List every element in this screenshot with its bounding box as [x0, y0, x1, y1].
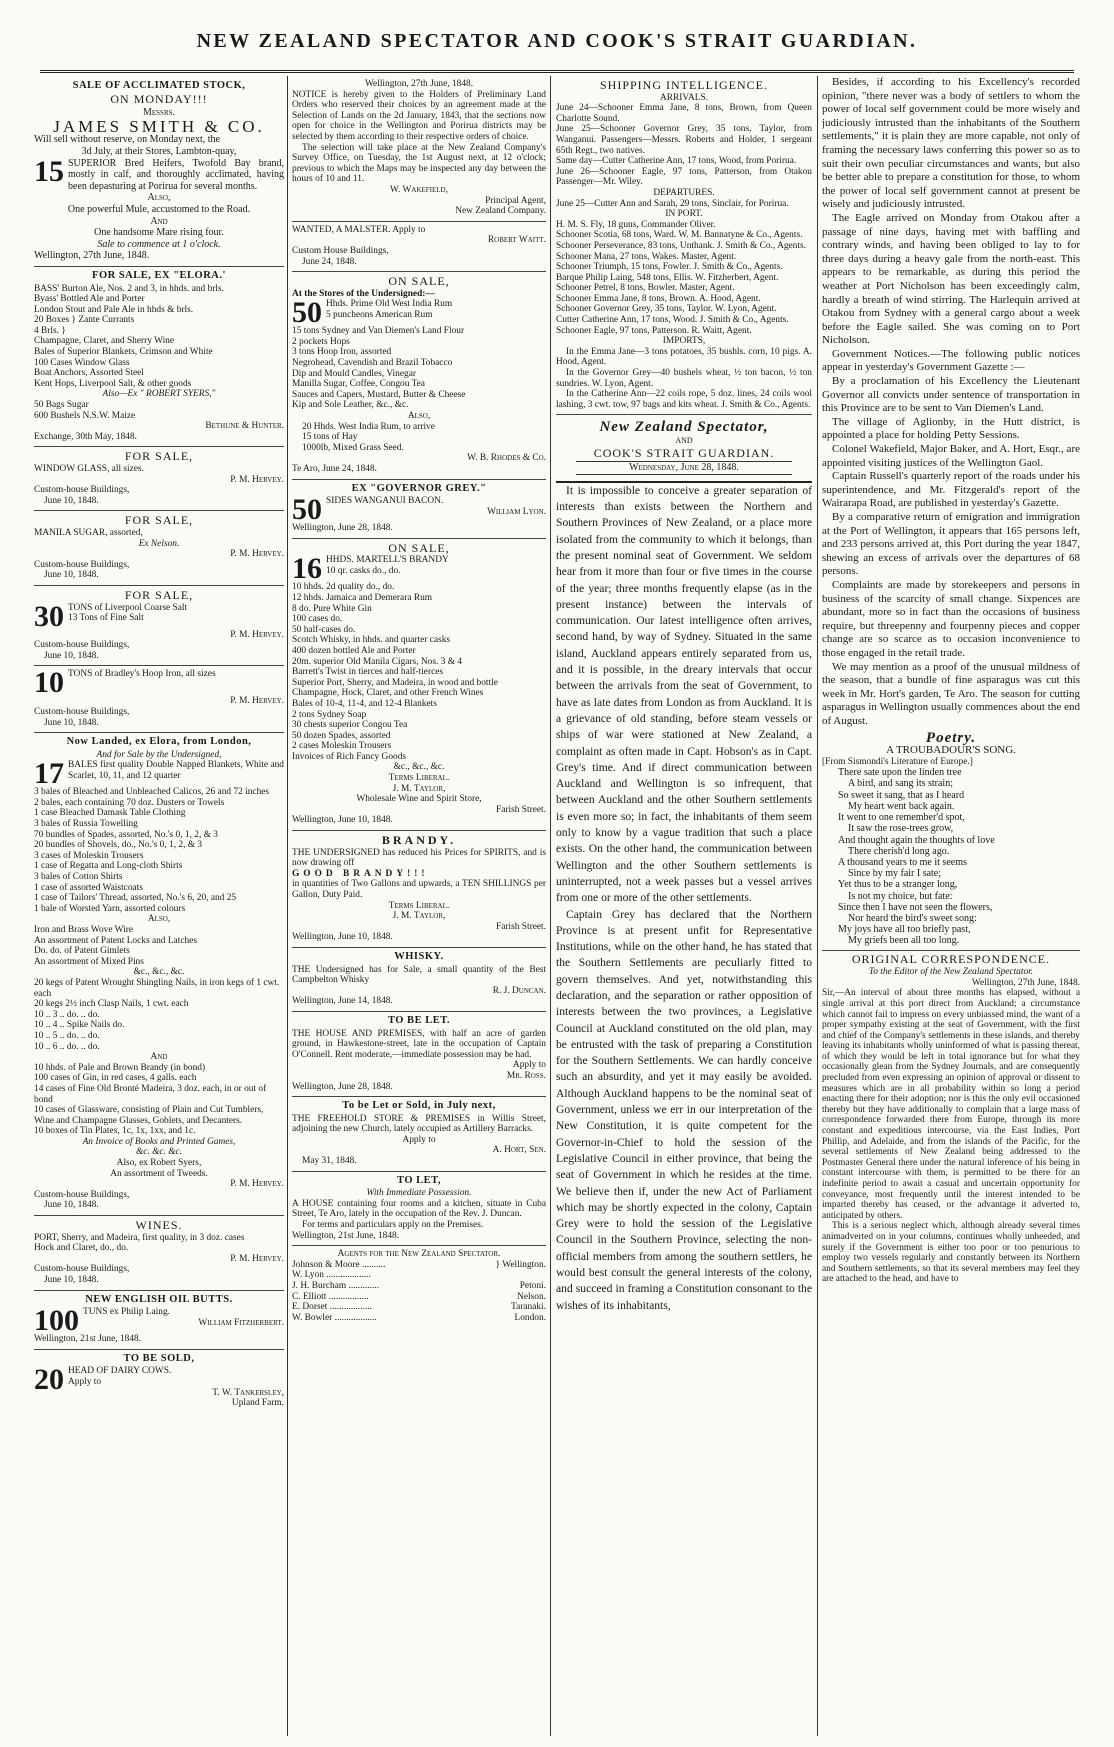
column-rule: [287, 76, 288, 1736]
advert-window-glass: FOR SALE, WINDOW GLASS, all sizes. P. M. Hervey. Custom-house Buildings, June 10, 1848.: [34, 447, 284, 511]
shipping-intelligence: SHIPPING INTELLIGENCE. ARRIVALS. June 24—Schooner Emma Jane, 8 tons, Brown, from Queen Charlotte Sound. June 25—Schooner Governor Grey, 35 tons, Taylor, from Wanganui. Passengers—Messrs. Roberts and Holder, 1 sergeant 65th Regt., two natives. Same day—Cutter Catherine Ann, 17 tons, Wood, from Porirua. June 26—Schooner Eagle, 97 tons, Patterson, from Otakou Passenger—Mr. Wiley. DEPARTURES. June 25—Cutter Ann and Sarah, 29 tons, Sinclair, for Porirua. IN PORT. H. M. S. Fly, 18 guns, Commander Oliver. Schooner Scotia, 68 tons, Ward. W. M. Bannatyne & Co., Agents. Schooner Perseverance, 83 tons, Unthank. J. Smith & Co., Agents. Schooner Mana, 27 tons, Wakes. Master, Agent. Schooner Triumph, 15 tons, Fowler. J. Smith & Co., Agents. Barque Philip Laing, 548 tons, Ellis. W. Fitzherbert, Agent. Schooner Petrel, 8 tons, Bowler. Master, Agent. Schooner Emma Jane, 8 tons, Brown. A. Hood, Agent. Schooner Governor Grey, 35 tons, Taylor. W. Lyon, Agent. Cutter Catherine Ann, 17 tons, Wood. J. Smith & Co., Agents. Schooner Eagle, 97 tons, Patterson. R. Waitt, Agent. IMPORTS, In the Emma Jane—3 tons potatoes, 35 bushls. corn, 10 pigs. A. Hood, Agent. In the Governor Grey—40 bushels wheat, ½ ton bacon, ½ ton sundries. W. Lyon, Agent. In the Catherine Ann—22 coils rope, 5 doz. lines, 24 coils wool lashing, 3 cwt. tow, 97 bags and kits wheat. J. Smith & Co., Agents.: [556, 76, 812, 415]
advert-rhodes-stores: ON SALE, At the Stores of the Undersigned:— 50 Hhds. Prime Old West India Rum 5 puncheons American Rum 15 tons Sydney and Van Diemen's Land Flour 2 pockets Hops 3 tons Hoop Iron, assorted Negrohead, Cavendish and Brazil Tobacco Dip and Mould Candles, Vinegar Manilla Sugar, Coffee, Congou Tea Sauces and Capers, Mustard, Butter & Cheese Kip and Sole Leather, &c., &c. Also, 20 Hhds. West India Rum, to arrive 15 tons of Hay 1000lb, Mixed Grass Seed. W. B. Rhodes & Co. Te Aro, June 24, 1848.: [292, 272, 546, 480]
advert-salt: FOR SALE, 30 TONS of Liverpool Coarse Salt 13 Tons of Fine Salt P. M. Hervey. Custom-house Buildings, June 10, 1848.: [34, 586, 284, 666]
agent-row: Johnson & Moore .......... } Wellington.: [292, 1259, 546, 1270]
advert-acclimated-stock: SALE OF ACCLIMATED STOCK, ON MONDAY!!! Messrs. JAMES SMITH & CO. Will sell without reserve, on Monday next, the 3d July, at their Stores, Lambton-quay, 15 SUPERIOR Bred Heifers, Twofold Bay brand, mostly in calf, and thoroughly acclimated, having been depasturing at Porirua for several months. Also, One powerful Mule, accustomed to the Road. And One handsome Mare rising four. Sale to commence at 1 o'clock. Wellington, 27th June, 1848.: [34, 76, 284, 267]
advert-blankets: Now Landed, ex Elora, from London, And for Sale by the Undersigned, 17 BALES first quality Double Napped Blankets, White and Scarlet, 10, 11, and 12 quarter 3 bales of Bleached and Unbleached Calicos, 26 and 72 inches 2 bales, each containing 70 doz. Dusters or Towels 1 case Bleached Damask Table Clothing 3 bales of Russia Towelling 70 bundles of Spades, assorted, No.'s 0, 1, 2, & 3 20 bundles of Shovels, do., No.'s 0, 1, 2, & 3 3 cases of Moleskin Trousers 1 case of Regatta and Long-cloth Shirts 3 bales of Cotton Shirts 1 case of assorted Waistcoats 1 case of Tailors' Thread, assorted, No.'s 6, 20, and 25 1 bale of Worsted Yarn, assorted colours Also, Iron and Brass Wove Wire An assortment of Patent Locks and Latches Do. do. of Patent Gimlets An assortment of Mixed Pins &c., &c., &c. 20 kegs of Patent Wrought Shingling Nails, in iron kegs of 1 cwt. each 20 kegs 2½ inch Clasp Nails, 1 cwt. each 10 .. 3 .. do. .. do. 10 .. 4 .. Spike Nails do. 10 .. 5 .. do. .. do. 10 .. 6 .. do. .. do. And 10 hhds. of Pale and Brown Brandy (in bond) 100 cases of Gin, in red cases, 4 galls. each 14 cases of Fine Old Bronté Madeira, 3 doz. each, in or out of bond 10 cases of Glassware, consisting of Plain and Cut Tumblers, Wine and Champagne Glasses, Goblets, and Decanters. 10 boxes of Tin Plates, 1c, 1x, 1xx, and 1c. An Invoice of Books and Printed Games, &c. &c. &c. Also, ex Robert Syers, An assortment of Tweeds. P. M. Hervey. Custom-house Buildings, June 10, 1848.: [34, 733, 284, 1216]
poetry-heading: Poetry.: [925, 729, 977, 746]
column-1: [34, 76, 284, 1736]
advert-wines: WINES. PORT, Sherry, and Madeira, first quality, in 3 doz. cases Hock and Claret, do., do. P. M. Hervey. Custom-house Buildings, June 10, 1848.: [34, 1216, 284, 1291]
advert-whisky: WHISKY. THE Undersigned has for Sale, a small quantity of the Best Campbelton Whisky R. J. Duncan. Wellington, June 14, 1848.: [292, 948, 546, 1012]
paper-title: New Zealand Spectator,: [599, 419, 769, 436]
agent-row: W. Bowler .................. London.: [292, 1312, 546, 1323]
advert-ex-elora: FOR SALE, EX "ELORA.' BASS' Burton Ale, Nos. 2 and 3, in hhds. and brls. Byass' Bottled Ale and Porter London Stout and Pale Ale in hhds & brls. 20 Boxes } Zante Currants 4 Brls. } Champagne, Claret, and Sherry Wine Bales of Superior Blankets, Crimson and White 100 Cases Window Glass Boat Anchors, Assorted Steel Kent Hops, Liverpool Salt, & other goods Also—Ex " ROBERT SYERS," 50 Bags Sugar 600 Bushels N.S.W. Maize Bethune & Hunter. Exchange, 30th May, 1848.: [34, 267, 284, 448]
advert-land-orders: Wellington, 27th June, 1848. NOTICE is hereby given to the Holders of Preliminary Land Orders who reserved their choices by an agreement made at the Selection of Lands on the 2d January, 1843, that the sections now open for choice in the Wellington and Porirua districts may be selected by them according to their respective orders of choice. The selection will take place at the New Zealand Company's Survey Office, on Tuesday, the 1st August next, at 12 o'clock; previous to which the Maps may be inspected any day between the hours of 10 and 11. W. Wakefield, Principal Agent, New Zealand Company.: [292, 76, 546, 222]
advert-freehold-store: To be Let or Sold, in July next, THE FREEHOLD STORE & PREMISES in Willis Street, adjoining the new Church, lately occupied as Artillery Barracks. Apply to A. Hort, Sen. May 31, 1848.: [292, 1097, 546, 1172]
advert-to-be-let: TO BE LET. THE HOUSE AND PREMISES, with half an acre of garden ground, in Hawkestone-street, late in the occupation of Captain O'Connell. Rent moderate,—immediate possession may be had. Apply to Mr. Ross. Wellington, June 28, 1848.: [292, 1012, 546, 1097]
advert-to-let: TO LET, With Immediate Possession. A HOUSE containing four rooms and a kitchen, situate in Cuba Street, Te Aro, lately in the occupation of the Rev. J. Duncan. For terms and particulars apply on the Premises. Wellington, 21st June, 1848.: [292, 1172, 546, 1247]
poem-source: [From Sismondi's Literature of Europe.]: [822, 756, 973, 767]
agent-row: C. Elliott ................. Nelson.: [292, 1291, 546, 1302]
advert-hoop-iron: 10 TONS of Bradley's Hoop Iron, all sizes P. M. Hervey. Custom-house Buildings, June 10, 1848.: [34, 666, 284, 733]
editorial-notes: Besides, if according to his Excellency's recorded opinion, "there never was a body of settlers to whom the power of local self government could be more wisely and judiciously intrusted than the inhabitants of the Southern settlements," it is plain they are more capable, not only of framing the necessary laws conferring this power so as to suit their own peculiar circumstances and wants, but also be better able to prepare a constitution for those, to whom the power of local self government cannot at present be wisely and judiciously intrusted. The Eagle arrived on Monday from Otakou after a passage of nine days, having met with baffling and contrary winds, and having been obliged to lay to for three days during a heavy gale from the north-east. This appears to be remarkable, as during this period the weather at Port Nicholson has been exceedingly calm, hardly a breath of wind stirring. The Harlequin arrived at Otakou from Sydney with a general cargo about a week before the Eagle sailed. She was coming on to Port Nicholson. Government Notices.—The following public notices appear in yesterday's Government Gazette :— By a proclamation of his Excellency the Lieutenant Governor all convicts under sentence of transportation in this Province are to be sent to Van Diemen's Land. The village of Aglionby, in the Hutt district, is appointed a place for holding Petty Sessions. Colonel Wakefield, Major Baker, and A. Hort, Esqr., are appointed visiting justices of the Wellington Gaol. Captain Russell's quarterly report of the roads under his superintendence, and Mr. Fitzgerald's report of the Wairarapa Road, are published in yesterday's Gazette. By a comparative return of emigration and immigration at the Port of Wellington, it appears that 165 persons left, and 233 persons arrived at, this Port during the year 1847, shewing an excess of arrivals over the departures of 68 persons. Complaints are made by storekeepers and persons in business of the scarcity of small change. Sixpences are abundant, more so in fact than the occasions of business require, but threepenny and fourpenny pieces and copper change are so scarce as to occasion inconvenience to those engaged in the retail trade. We may mention as a proof of the unusual mildness of the season, that a bundle of fine asparagus was cut this week in Mr. Hort's garden, Te Aro. The season for cutting asparagus in Wellington usually commences about the end of August.: [822, 76, 1080, 727]
advert-manila-sugar: FOR SALE, MANILA SUGAR, assorted, Ex Nelson. P. M. Hervey. Custom-house Buildings, June 10, 1848.: [34, 511, 284, 586]
column-3: [556, 76, 812, 1736]
paper-title-block: New Zealand Spectator, AND COOK'S STRAIT GUARDIAN. Wednesday, June 28, 1848.: [556, 415, 812, 482]
column-4: Besides, if according to his Excellency's recorded opinion, "there never was a body of settlers to whom the power of local self government could be more wisely and judiciously intrusted than the inhabitants of the Southern settlements," it is plain they are more capable, not only of framing the necessary laws conferring this power so as to suit their own peculiar circumstances and wants, but also be better able to prepare a constitution for those, to whom the power of local self government cannot at present be wisely and judiciously intrusted. The Eagle arrived on Monday from Otakou after a passage of nine days, having met with baffling and contrary winds, and having been obliged to lay to for three days during a heavy gale from the north-east. This appears to be remarkable, as during this period the weather at Port Nicholson has been exceedingly calm, hardly a breath of wind stirring. The Harlequin arrived at Otakou from Sydney with a general cargo about a week before the Eagle sailed. She was coming on to Port Nicholson. Government Notices.—The following public notices appear in yesterday's Government Gazette :— By a proclamation of his Excellency the Lieutenant Governor all convicts under sentence of transportation in this Province are to be sent to Van Diemen's Land. The village of Aglionby, in the Hutt district, is appointed a place for holding Petty Sessions. Colonel Wakefield, Major Baker, and A. Hort, Esqr., are appointed visiting justices of the Wellington Gaol. Captain Russell's quarterly report of the roads under his superintendence, and Mr. Fitzgerald's report of the Wairarapa Road, are published in yesterday's Gazette. By a comparative return of emigration and immigration at the Port of Wellington, it appears that 165 persons left, and 233 persons arrived at, this Port during the year 1847, shewing an excess of arrivals over the departures of 68 persons. Complaints are made by storekeepers and persons in business of the scarcity of small change. Sixpences are abundant, more so in fact than the occasions of business require, but threepenny and fourpenny pieces and copper change are so scarce as to occasion inconvenience to those engaged in the retail trade. We may mention as a proof of the unusual mildness of the season, that a bundle of fine asparagus was cut this week in Mr. Hort's garden, Te Aro. The season for cutting asparagus in Wellington usually commences about the end of August. Poetry. A TROUBADOUR'S SONG. [From Sismondi's Literature of Europe.] There sate upon the linden tree A bird, and sang its strain; So sweet it sang, that as I heard My heart went back again. It went to one remember'd spot, It saw the rose-trees grow, And thought again the thoughts of love There cherish'd long ago. A thousand years to me it seems Since by my fair I sate; Yet thus to be a stranger long, Is not my choice, but fate: Since then I have not seen the flowers, Nor heard the bird's sweet song: My joys have all too briefly past, My griefs been all too long. ORIGINAL CORRESPONDENCE. To the Editor of the New Zealand Spectator. Wellington, 27th June, 1848. Sir,—An interval of about three months has elapsed, without a single arrival at this port direct from Auckland; a circumstance which cannot fail to impress on every unbiassed mind, the want of a proper sympathy existing at the seat of Government, with the first and chief of the Company's settlements in these islands, and thereby leaving its inhabitants wholly uninformed of what is passing thereat, of which they would be left in total ignorance but for what they occasionally glean from the Sydney Journals, and are consequently precluded from even expressing an opinion of approval or dissent to measures which are in all probability within so long a period enacting there for their adoption; nor is this the only evil occasioned thereby but they have additionally to complain that a large mass of correspondence forwarded there from Europe, through its more constant and expeditious intercourse, via the East Indies, Port Phillip, and Adelaide, and from the islands of the Pacific, for the several settlements of New Zealand being addressed to the Postmaster General there under the natural inference of his being in constant intercourse with them, is permitted to be there for an indefinite period to await a casual and uncertain opportunity for conveyance, most frequently until the interest intended to be imparted thereby has ceased, or the advantage it adverted to, anticipated by others. This is a serious neglect which, although already several times animadverted on in your columns, continues wholly unheeded, and surely if the Government is either too poor or too penurious to employ two vessels regularly and constantly between its Northern and Southern settlements, so that its several members may feel they are attached to the head, and have to: [822, 76, 1080, 1285]
poem-title: A TROUBADOUR'S SONG.: [886, 744, 1016, 757]
agent-row: W. Lyon ...................: [292, 1270, 371, 1281]
column-rule: [817, 76, 818, 1736]
advert-malster: WANTED, A MALSTER. Apply to Robert Waitt. Custom House Buildings, June 24, 1848.: [292, 222, 546, 272]
firm-name: JAMES SMITH & CO.: [53, 116, 265, 136]
advert-martells-brandy: ON SALE, 16 HHDS. MARTELL'S BRANDY 10 qr. casks do., do. 10 hhds. 2d quality do., do. 12 hhds. Jamaica and Demerara Rum 8 do. Pure White Gin 100 cases do. 50 half-cases do. Scotch Whisky, in hhds. and quarter casks 400 dozen bottled Ale and Porter 20m. superior Old Manila Cigars, Nos. 3 & 4 Barrett's Twist in tierces and half-tierces Superior Port, Sherry, and Madeira, in wood and bottle Champagne, Hock, Claret, and other French Wines Bales of 10-4, 11-4, and 12-4 Blankets 2 tons Sydney Soap 30 chests superior Congou Tea 50 dozen Spades, assorted 2 cases Moleskin Trousers Invoices of Rich Fancy Goods &c., &c., &c. Terms Liberal. J. M. Taylor, Wholesale Wine and Spirit Store, Farish Street. Wellington, June 10, 1848.: [292, 539, 546, 831]
masthead: NEW ZEALAND SPECTATOR AND COOK'S STRAIT GUARDIAN.: [40, 30, 1074, 73]
poem: There sate upon the linden tree A bird, and sang its strain; So sweet it sang, that as I heard My heart went back again. It went to one remember'd spot, It saw the rose-trees grow, And thought again the thoughts of love There cherish'd long ago. A thousand years to me it seems Since by my fair I sate; Yet thus to be a stranger long, Is not my choice, but fate: Since then I have not seen the flowers, Nor heard the bird's sweet song: My joys have all too briefly past, My griefs been all too long.: [838, 767, 995, 947]
agents-list: Agents for the New Zealand Spectator. Johnson & Moore .......... } Wellington. W. Lyon ................... J. H. Burcham ............. Petoni. C. Elliott ................. Nelson. E. Dorset .................. Taranaki. W. Bowler .................. London.: [292, 1249, 546, 1323]
agent-row: J. H. Burcham ............. Petoni.: [292, 1281, 546, 1291]
column-rule: [550, 76, 551, 1736]
advert-brandy: BRANDY. THE UNDERSIGNED has reduced his Prices for SPIRITS, and is now drawing off GOOD BRANDY!!! in quantities of Two Gallons and upwards, a TEN SHILLINGS per Gallon, Duty Paid. Terms Liberal. J. M. Taylor, Farish Street. Wellington, June 10, 1848.: [292, 831, 546, 948]
advert-bacon: EX "GOVERNOR GREY." 50 SIDES WANGANUI BACON. William Lyon. Wellington, June 28, 1848.: [292, 480, 546, 539]
correspondence-letter: Sir,—An interval of about three months has elapsed, without a single arrival at this port direct from Auckland; a circumstance which cannot fail to impress on every unbiassed mind, the want of a proper sympathy existing at the seat of Government, with the first and chief of the Company's settlements in these islands, and thereby leaving its inhabitants wholly uninformed of what is passing thereat, of which they would be left in total ignorance but for what they occasionally glean from the Sydney Journals, and are consequently precluded from even expressing an opinion of approval or dissent to measures which are in all probability within so long a period enacting there for their adoption; nor is this the only evil occasioned thereby but they have additionally to complain that a large mass of correspondence forwarded there from Europe, through its more constant and expeditious intercourse, via the East Indies, Port Phillip, and Adelaide, and from the islands of the Pacific, for the several settlements of New Zealand being addressed to the Postmaster General there under the natural inference of his being in constant intercourse with them, is permitted to be there for an indefinite period to await a casual and uncertain opportunity for conveyance, most frequently until the interest intended to be imparted thereby has ceased, or the advantage it adverted to, anticipated by others. This is a serious neglect which, although already several times animadverted on in your columns, continues wholly unheeded, and surely if the Government is either too poor or too penurious to employ two vessels regularly and constantly between its Northern and Southern settlements, so that its several members may feel they are attached to the head, and have to: [822, 988, 1080, 1285]
leading-article: It is impossible to conceive a greater separation of interests than exists between the Northern and Southern Provinces of New Zealand, or a place more isolated from the community to which it belongs, than the present nominal seat of Government. We seldom hear from it more than four or five times in the course of the year; three months frequently elapse (as in the present instance) between the intervals of communication. Our latest intelligence often arrives, second hand, by way of Sydney. Situated in the same island, Auckland appears entirely separated from us, and it is possible, in the dreary intervals that occur between the arrivals from the seat of Government, to have as late dates from London as from Auckland. It is a grievance of old standing, before steam vessels or ships of war were stationed at New Zealand, a complaint as often made in Capt. Hobson's as in Capt. Grey's time. And if direct communication between Auckland and Wellington is so infrequent, that between Auckland and the other Southern settlements is even more so; in fact, the inhabitants of them seem only to know by a vague tradition that such a place exists. On the other hand, the communication between Wellington and the other Southern settlements is uninterrupted, not a week passes but a vessel arrives from one or more of the other settlements. Captain Grey has declared that the Northern Province is at present unfit for Representative Institutions, while on the other hand, he has stated that the Southern Settlements are peculiarly fitted to govern themselves. And yet, notwithstanding this declaration, and the separation or rather opposition of interests between the two provinces, a Legislative Council at Auckland constituted on the old plan, may be entrusted with the task of preparing a Constitution for the Southern Settlements. We can hardly conceive such an absurdity, and yet it may easily be avoided. Although Auckland happens to be the nominal seat of Government, unless we err in our interpretation of the New Constitution, it is quite competent for the Governor-in-Chief to hold the session of the Legislative Council in either province, that being the seat of Government in which he resides at the time. We believe then if, under the new Act of Parliament which may be shortly expected in the colony, Captain Grey were to hold the session of the Legislative Council in the Southern Province, selecting the non-official members from among the southern settlers, he would best consult the general interests of the colony, and succeed in framing a Constitution consonant to the wishes of its inhabitants,: [556, 483, 812, 1312]
advert-oil-butts: NEW ENGLISH OIL BUTTS. 100 TUNS ex Philip Laing. William Fitzherbert. Wellington, 21st June, 1848.: [34, 1291, 284, 1350]
advert-dairy-cows: TO BE SOLD, 20 HEAD OF DAIRY COWS. Apply to T. W. Tankersley, Upland Farm.: [34, 1352, 284, 1409]
column-2: [292, 76, 546, 1736]
agent-row: E. Dorset .................. Taranaki.: [292, 1302, 546, 1313]
correspondence-heading: ORIGINAL CORRESPONDENCE.: [822, 950, 1080, 966]
